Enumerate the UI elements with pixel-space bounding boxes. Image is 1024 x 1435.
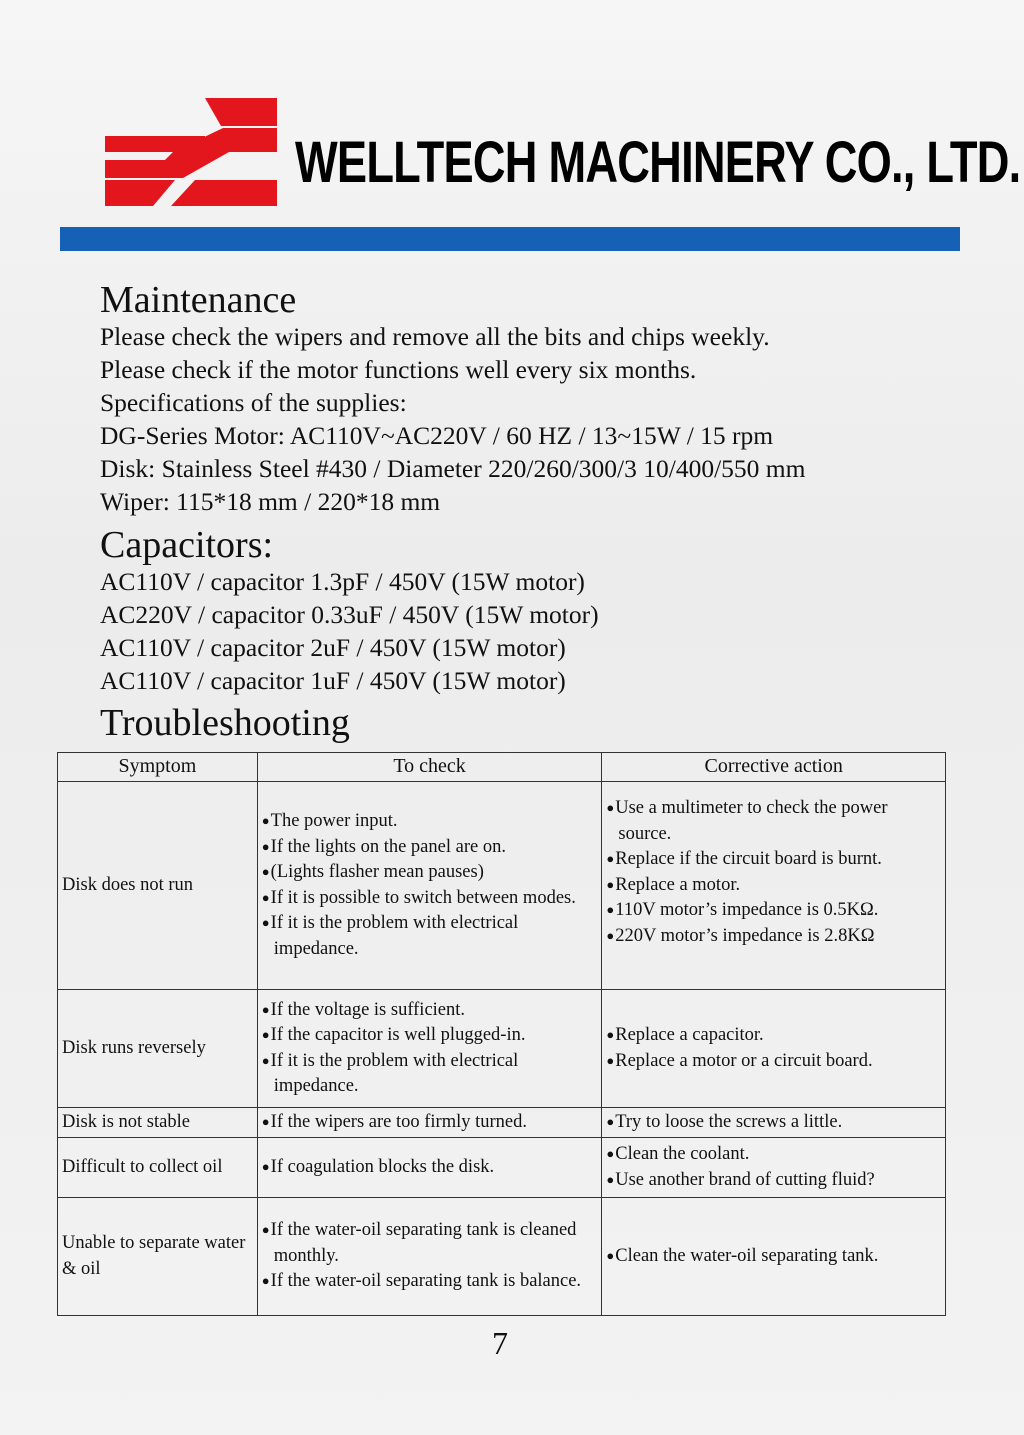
column-header: To check: [257, 753, 602, 782]
check-cell: [257, 782, 602, 990]
maintenance-line: Disk: Stainless Steel #430 / Diameter 220/260/300/3 10/400/550 mm: [100, 454, 806, 483]
troubleshooting-table: [57, 752, 946, 1316]
action-cell: [602, 990, 946, 1108]
check-item: ● (Lights flasher mean pauses): [262, 860, 598, 886]
maintenance-heading: Maintenance: [100, 279, 297, 321]
company-logo: [105, 98, 277, 206]
maintenance-line: DG-Series Motor: AC110V~AC220V / 60 HZ / 13~15W / 15 rpm: [100, 421, 774, 450]
action-item: ● Try to loose the screws a little.: [606, 1110, 941, 1136]
check-item: ● If the capacitor is well plugged-in.: [262, 1023, 598, 1049]
table-header-row: [58, 753, 946, 782]
check-item: ● If coagulation blocks the disk.: [262, 1155, 598, 1181]
check-item: ● If the wipers are too firmly turned.: [262, 1110, 598, 1136]
maintenance-line: Please check the wipers and remove all the bits and chips weekly.: [100, 322, 770, 351]
action-item: ● Use another brand of cutting fluid?: [606, 1168, 941, 1194]
symptom-cell: Disk runs reversely: [58, 990, 258, 1108]
check-item: ● If the lights on the panel are on.: [262, 835, 598, 861]
column-header: Corrective action: [602, 753, 946, 782]
troubleshooting-heading: Troubleshooting: [100, 702, 350, 744]
action-item: ● Replace a motor.: [606, 873, 941, 899]
check-cell: [257, 1108, 602, 1138]
check-item: ● If the water-oil separating tank is cleaned monthly.: [262, 1218, 598, 1269]
table-row: [58, 1108, 946, 1138]
check-item: ● The power input.: [262, 809, 598, 835]
action-item: ● Replace a capacitor.: [606, 1023, 941, 1049]
action-item: ● Use a multimeter to check the power source.: [606, 796, 941, 847]
symptom-cell: Disk is not stable: [58, 1108, 258, 1138]
symptom-cell: Difficult to collect oil: [58, 1138, 258, 1198]
check-cell: [257, 990, 602, 1108]
maintenance-line: Specifications of the supplies:: [100, 388, 407, 417]
action-cell: [602, 1108, 946, 1138]
table-row: [58, 1138, 946, 1198]
action-cell: [602, 1138, 946, 1198]
maintenance-line: Please check if the motor functions well every six months.: [100, 355, 697, 384]
table-row: [58, 990, 946, 1108]
table-row: [58, 1198, 946, 1316]
capacitor-line: AC220V / capacitor 0.33uF / 450V (15W motor): [100, 600, 599, 629]
symptom-cell: Unable to separate water & oil: [58, 1198, 258, 1316]
column-header: Symptom: [58, 753, 258, 782]
check-item: ● If it is the problem with electrical impedance.: [262, 911, 598, 962]
check-item: ● If it is the problem with electrical impedance.: [262, 1049, 598, 1100]
check-item: ● If it is possible to switch between modes.: [262, 886, 598, 912]
action-item: ● Clean the water-oil separating tank.: [606, 1244, 941, 1270]
action-cell: [602, 1198, 946, 1316]
check-cell: [257, 1138, 602, 1198]
action-cell: [602, 782, 946, 990]
check-item: ● If the water-oil separating tank is balance.: [262, 1269, 598, 1295]
action-item: ● 220V motor’s impedance is 2.8KΩ: [606, 924, 941, 950]
capacitor-line: AC110V / capacitor 1uF / 450V (15W motor): [100, 666, 566, 695]
action-item: ● Replace a motor or a circuit board.: [606, 1049, 941, 1075]
capacitors-heading: Capacitors:: [100, 524, 274, 566]
action-item: ● Replace if the circuit board is burnt.: [606, 847, 941, 873]
company-name: WELLTECH MACHINERY CO., LTD.: [295, 130, 1021, 195]
capacitor-line: AC110V / capacitor 1.3pF / 450V (15W motor): [100, 567, 585, 596]
action-item: ● Clean the coolant.: [606, 1142, 941, 1168]
header-divider: [60, 227, 960, 251]
check-item: ● If the voltage is sufficient.: [262, 998, 598, 1024]
action-item: ● 110V motor’s impedance is 0.5KΩ.: [606, 898, 941, 924]
page-number: 7: [492, 1325, 508, 1361]
symptom-cell: Disk does not run: [58, 782, 258, 990]
check-cell: [257, 1198, 602, 1316]
table-row: [58, 782, 946, 990]
maintenance-line: Wiper: 115*18 mm / 220*18 mm: [100, 487, 441, 516]
capacitor-line: AC110V / capacitor 2uF / 450V (15W motor): [100, 633, 566, 662]
